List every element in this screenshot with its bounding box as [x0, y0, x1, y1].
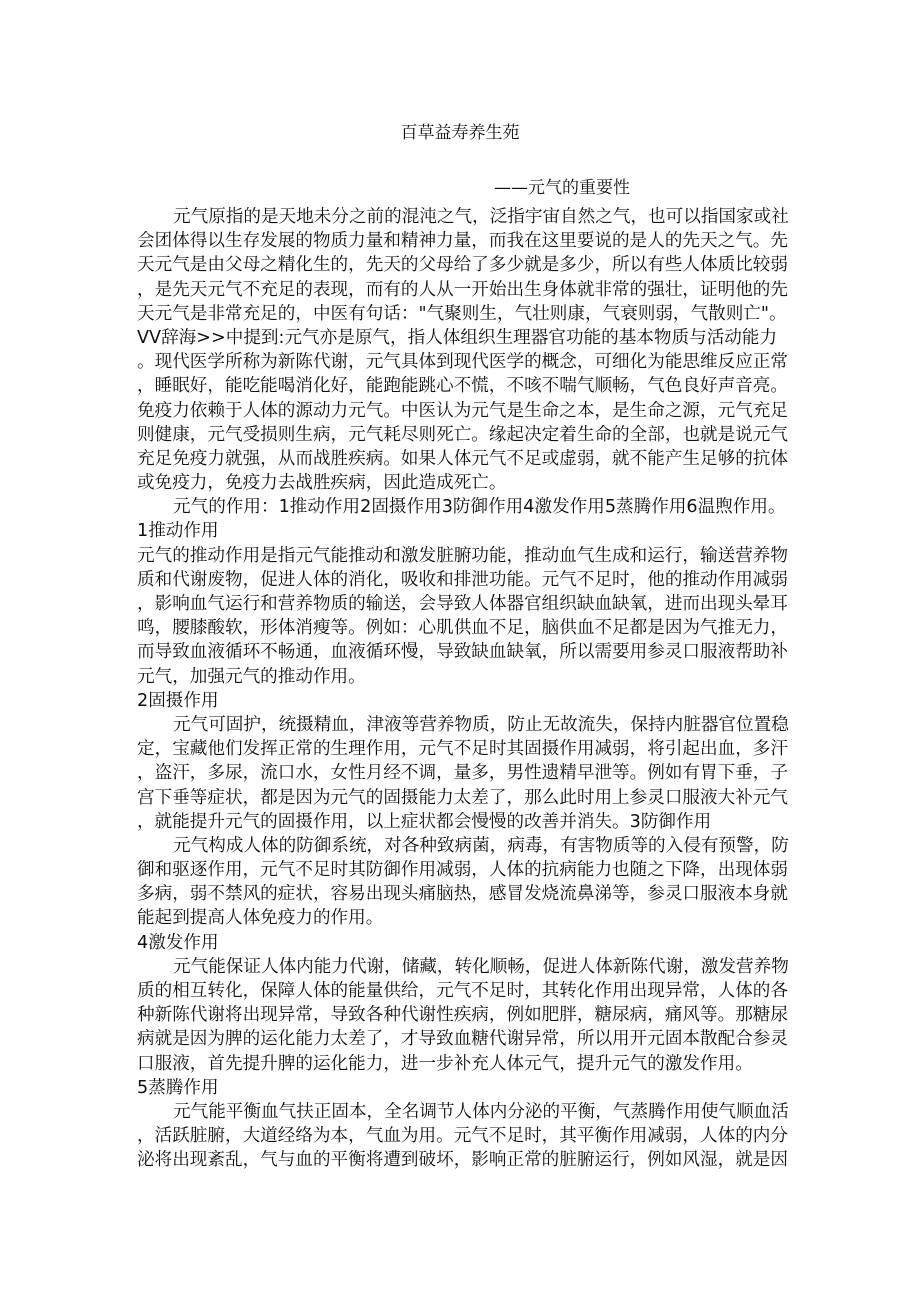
text-line: 充足免疫力就强，从而战胜疾病。如果人体元气不足或虚弱，就不能产生足够的抗体 [137, 448, 788, 469]
text-line: 元气能保证人体内能力代谢，储藏，转化顺畅，促进人体新陈代谢，激发营养物 [173, 956, 789, 977]
text-line: 元气可固护，统摄精血，津液等营养物质，防止无故流失，保持内脏器官位置稳 [173, 714, 789, 735]
text-line: 元气的作用：1推动作用2固摄作用3防御作用4激发作用5蒸腾作用6温煦作用。 [173, 497, 786, 518]
text-line: ，影响血气运行和营养物质的输送，会导致人体器官组织缺血缺氧，进而出现头晕耳 [137, 594, 788, 614]
text-line: ，就能提升元气的固摄作用，以上症状都会慢慢的改善并消失。3防御作用 [137, 811, 712, 832]
text-line: 元气构成人体的防御系统，对各种致病菌，病毒，有害物质等的入侵有预警，防 [173, 835, 789, 856]
text-line: 元气原指的是天地未分之前的混沌之气，泛指宇宙自然之气，也可以指国家或社 [173, 207, 789, 227]
text-line: 元气，加强元气的推动作用。 [137, 666, 366, 687]
text-line: 或免疫力，免疫力去战胜疾病，因此造成死亡。 [137, 473, 507, 494]
text-line: 天元气是由父母之精化生的，先天的父母给了多少就是多少，所以有些人体质比较弱 [137, 255, 788, 276]
document-body [137, 205, 797, 1173]
text-line: 种新陈代谢将出现异常，导致各种代谢性疾病，例如肥胖，糖尿病，痛风等。那糖尿 [137, 1005, 788, 1026]
text-line: 元气的推动作用是指元气能推动和激发脏腑功能，推动血气生成和运行，输送营养物 [137, 545, 788, 566]
section-heading: 1推动作用 [137, 521, 219, 542]
text-line: ，是先天元气不充足的表现，而有的人从一开始出生身体就非常的强壮，证明他的先 [137, 279, 788, 300]
text-line: 天元气是非常充足的，中医有句话："气聚则生，气壮则康，气衰则弱，气散则亡"。 [137, 303, 787, 324]
text-line: 而导致血液循环不畅通，血液循环慢，导致缺血缺氧，所以需要用参灵口服液帮助补 [137, 642, 788, 663]
text-line: 质的相互转化，保障人体的能量供给，元气不足时，其转化作用出现异常，人体的各 [137, 981, 788, 1001]
text-line: 宫下垂等症状，都是因为元气的固摄能力太差了，那么此时用上参灵口服液大补元气 [137, 787, 788, 808]
text-line: 。现代医学所称为新陈代谢，元气具体到现代医学的概念，可细化为能思维反应正常 [137, 352, 788, 373]
text-line: 免疫力依赖于人体的源动力元气。中医认为元气是生命之本，是生命之源，元气充足 [137, 400, 788, 421]
text-line: 则健康，元气受损则生病，元气耗尽则死亡。缘起决定着生命的全部，也就是说元气 [137, 424, 788, 445]
text-line: 能起到提高人体免疫力的作用。 [137, 908, 384, 929]
section-heading: 5蒸腾作用 [137, 1077, 219, 1098]
text-line: 口服液，首先提升脾的运化能力，进一步补充人体元气，提升元气的激发作用。 [137, 1053, 753, 1074]
text-line: 病就是因为脾的运化能力太差了，才导致血糖代谢异常，所以用开元固本散配合参灵 [137, 1029, 788, 1050]
text-line: 会团体得以生存发展的物质力量和精神力量，而我在这里要说的是人的先天之气。先 [137, 231, 788, 252]
document-title: 百草益寿养生苑 [400, 123, 520, 143]
text-line: 鸣，腰膝酸软，形体消瘦等。例如：心肌供血不足，脑供血不足都是因为气推无力， [137, 618, 788, 639]
text-line: ，睡眠好，能吃能喝消化好，能跑能跳心不慌，不咳不喘气顺畅，气色良好声音亮。 [137, 376, 788, 397]
section-heading: 2固摄作用 [137, 690, 219, 711]
text-line: 质和代谢废物，促进人体的消化，吸收和排泄功能。元气不足时，他的推动作用减弱 [137, 569, 788, 590]
text-line: ，活跃脏腑，大道经络为本，气血为用。元气不足时，其平衡作用减弱，人体的内分 [137, 1126, 788, 1147]
section-heading: 4激发作用 [137, 932, 219, 953]
text-line: 泌将出现紊乱，气与血的平衡将遭到破坏，影响正常的脏腑运行，例如风湿，就是因 [137, 1150, 788, 1171]
text-line: VV辞海>>中提到:元气亦是原气，指人体组织生理器官功能的基本物质与活动能力 [137, 327, 778, 348]
text-line: 御和驱逐作用，元气不足时其防御作用减弱，人体的抗病能力也随之下降，出现体弱 [137, 860, 788, 881]
text-line: 元气能平衡血气扶正固本，全名调节人体内分泌的平衡，气蒸腾作用使气顺血活 [173, 1101, 789, 1122]
text-line: 定，宝藏他们发挥正常的生理作用，元气不足时其固摄作用减弱，将引起出血，多汗 [137, 739, 788, 760]
document-subtitle: ——元气的重要性 [494, 178, 630, 198]
text-line: ，盗汗，多尿，流口水，女性月经不调，量多，男性遗精早泄等。例如有胃下垂，子 [137, 763, 788, 784]
text-line: 多病，弱不禁风的症状，容易出现头痛脑热，感冒发烧流鼻涕等，参灵口服液本身就 [137, 884, 788, 905]
